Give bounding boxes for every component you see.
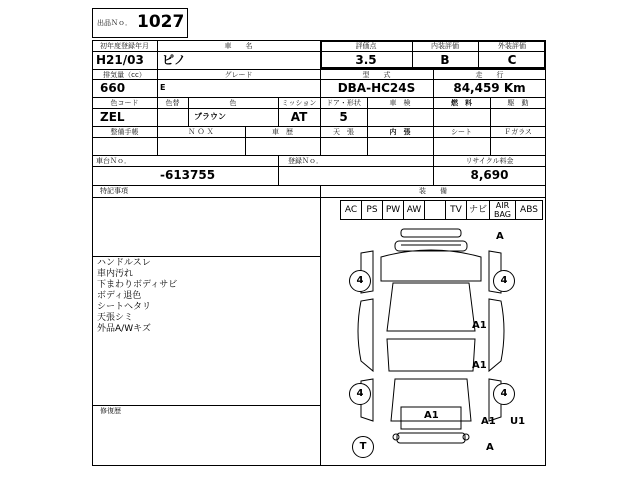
model-code-value: DBA-HC24S [337, 81, 416, 95]
recycle-fee-value: 8,690 [470, 168, 509, 182]
equipment-aw: AW [403, 200, 425, 220]
interior-grade-value: B [440, 53, 450, 67]
lot-label: 出品Ｎｏ． [97, 19, 132, 27]
chassis-number-value: -613755 [160, 168, 216, 182]
tire-front-right: 4 [493, 270, 515, 292]
header-displacement: 排気量（cc） [103, 71, 146, 79]
tire-front-left: 4 [349, 270, 371, 292]
diagram-label-rear-center: A1 [424, 410, 439, 421]
equipment-blank [424, 200, 446, 220]
equipment-ac: AC [340, 200, 362, 220]
diagram-label-front: A [496, 231, 504, 242]
header-exterior-grade: 外装評価 [498, 42, 526, 50]
exterior-grade-value: C [507, 53, 517, 67]
header-inspection: 車 検 [389, 99, 411, 107]
header-drive: 駆 動 [507, 99, 529, 107]
note-item: ボディ退色 [97, 291, 142, 301]
note-item: 車内汚れ [97, 269, 134, 279]
equipment-tv: TV [445, 200, 467, 220]
equipment-header: 装 備 [419, 187, 447, 195]
equipment-pw: PW [382, 200, 404, 220]
note-item: 天張シミ [97, 313, 134, 323]
header-color-change: 色替 [165, 99, 180, 107]
header-mileage: 走 行 [475, 71, 504, 79]
header-ceiling: 天 張 [333, 128, 354, 136]
header-registration-number: 登録Ｎｏ． [288, 157, 323, 165]
doors-value: 5 [339, 110, 348, 124]
color-value: ブラウン [194, 112, 226, 121]
diagram-label-rear-right: A1 [481, 416, 496, 427]
header-color: 色 [229, 99, 237, 107]
equipment-navi: ナビ [466, 200, 490, 220]
header-fuel: 燃 料 [451, 99, 472, 107]
note-item: 下まわりボディサビ [97, 280, 178, 290]
tire-rear-left: 4 [349, 383, 371, 405]
diagram-label-underbody: U1 [510, 416, 526, 427]
grade-value: E [160, 83, 166, 92]
notes-list [97, 258, 177, 335]
equipment-ps: PS [361, 200, 383, 220]
header-chassis-number: 車台Ｎｏ． [96, 157, 131, 165]
header-maintenance-book: 整備手帳 [110, 128, 139, 136]
tire-rear-right: 4 [493, 383, 515, 405]
note-item: ハンドルスレ [97, 258, 151, 268]
header-model-code: 型 式 [362, 71, 391, 79]
header-color-code: 色コード [110, 99, 139, 107]
header-interior-lining: 内 張 [389, 128, 411, 136]
header-doors: ドア・形状 [326, 99, 361, 107]
spare-tire: T [352, 436, 374, 458]
lot-number-box [92, 8, 188, 38]
header-score: 評価点 [355, 42, 377, 50]
header-car-name: 車 名 [224, 42, 253, 50]
diagram-label-side-rear: A1 [472, 360, 487, 371]
equipment-airbag: AIR BAG [489, 200, 516, 220]
header-transmission: ミッション [281, 99, 317, 107]
header-seat: シート [451, 128, 472, 136]
lot-number: 1027 [137, 12, 185, 32]
notes-header: 特記事項 [100, 187, 128, 195]
first-registration-value: H21/03 [96, 53, 144, 67]
displacement-value: 660 [100, 81, 126, 95]
car-damage-diagram [321, 221, 545, 465]
diagram-label-rear: A [486, 442, 494, 453]
mileage-value: 84,459 Km [453, 81, 526, 95]
transmission-value: AT [290, 110, 308, 124]
header-nox: Ｎ Ｏ Ｘ [188, 128, 214, 136]
header-recycle-fee: リサイクル料金 [465, 157, 514, 165]
note-item: 外品A/Wキズ [97, 324, 151, 334]
header-grade: グレード [224, 71, 253, 79]
equipment-abs: ABS [515, 200, 543, 220]
repair-history-header: 修復歴 [100, 407, 121, 415]
header-first-registration: 初年度登録年月 [100, 42, 149, 50]
car-name-value: ピノ [162, 53, 186, 67]
note-item: シートヘタリ [97, 302, 152, 312]
header-history: 車 歴 [272, 128, 293, 136]
header-front-glass: Ｆガラス [504, 128, 532, 136]
color-code-value: ZEL [100, 110, 125, 124]
score-value: 3.5 [355, 53, 377, 67]
diagram-label-side-front: A1 [472, 320, 487, 331]
header-interior-grade: 内装評価 [431, 42, 459, 50]
